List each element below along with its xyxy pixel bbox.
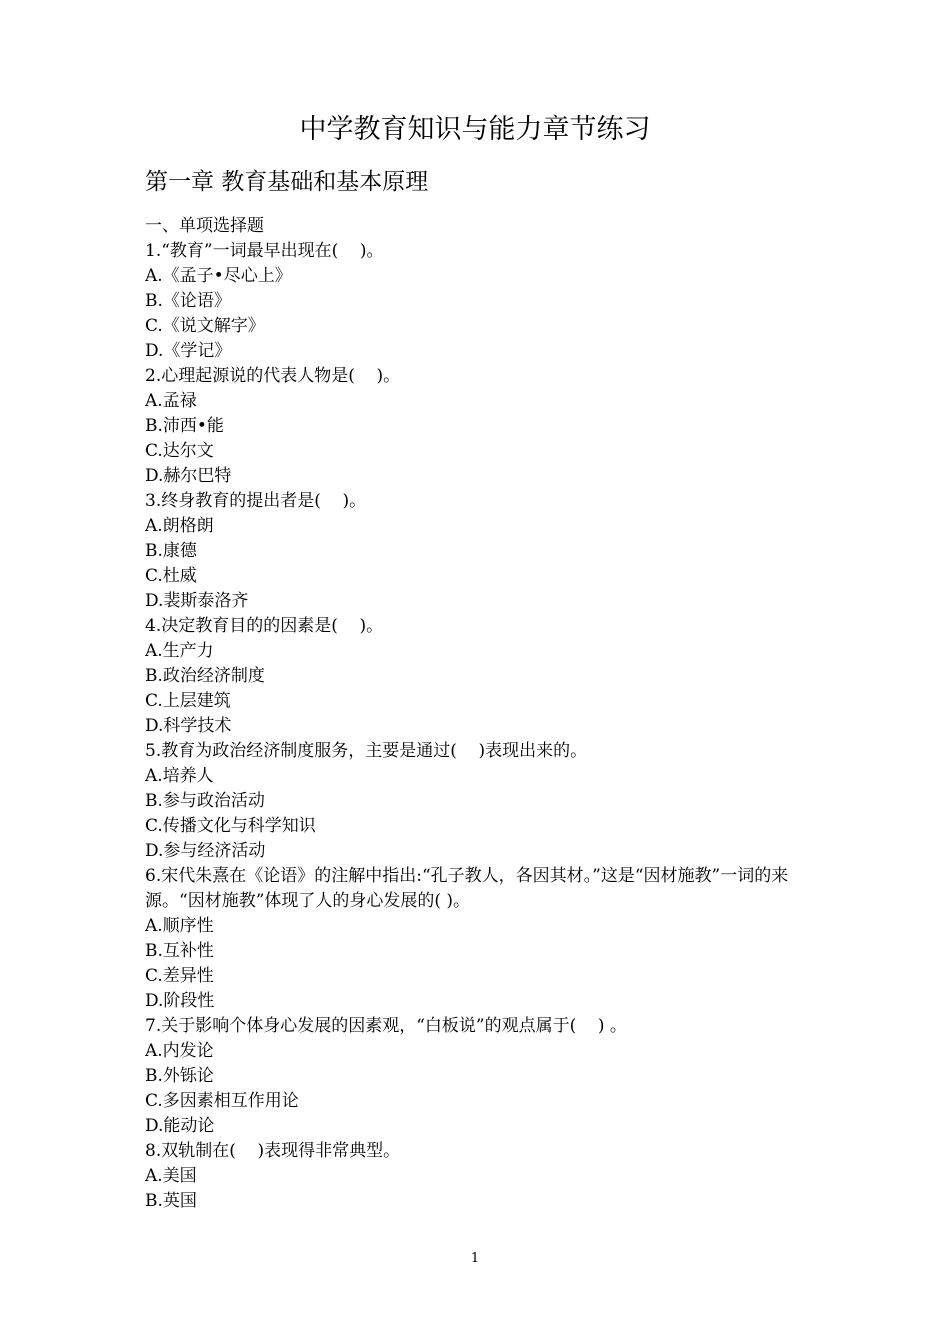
option: A.孟禄 bbox=[145, 391, 197, 411]
question bbox=[145, 1014, 825, 1139]
option: C.达尔文 bbox=[145, 441, 214, 461]
option: A.《孟子•尽心上》 bbox=[145, 266, 292, 286]
question bbox=[145, 239, 825, 364]
option: D.阶段性 bbox=[145, 991, 215, 1011]
option: A.培养人 bbox=[145, 766, 214, 786]
option: D.赫尔巴特 bbox=[145, 466, 232, 486]
option: B.《论语》 bbox=[145, 291, 231, 311]
question bbox=[145, 1139, 825, 1214]
page-number: 1 bbox=[470, 1251, 480, 1266]
question-stem: 3.终身教育的提出者是( )。 bbox=[145, 491, 367, 511]
option: A.美国 bbox=[145, 1166, 197, 1186]
option: D.能动论 bbox=[145, 1116, 215, 1136]
option: A.生产力 bbox=[145, 641, 214, 661]
option: B.互补性 bbox=[145, 941, 214, 961]
option: C.杜威 bbox=[145, 566, 197, 586]
option: C.《说文解字》 bbox=[145, 316, 265, 336]
option: B.外铄论 bbox=[145, 1066, 214, 1086]
chapter-heading: 第一章 教育基础和基本原理 bbox=[145, 169, 429, 195]
question bbox=[145, 614, 825, 739]
option: B.政治经济制度 bbox=[145, 666, 265, 686]
option: C.传播文化与科学知识 bbox=[145, 816, 316, 836]
question-stem: 7.关于影响个体身心发展的因素观，“白板说”的观点属于( ) 。 bbox=[145, 1016, 627, 1036]
question-stem: 1.“教育”一词最早出现在( )。 bbox=[145, 241, 384, 261]
document-title: 中学教育知识与能力章节练习 bbox=[299, 114, 651, 145]
question bbox=[145, 489, 825, 614]
option: C.差异性 bbox=[145, 966, 214, 986]
question-stem: 2.心理起源说的代表人物是( )。 bbox=[145, 366, 401, 386]
option: C.上层建筑 bbox=[145, 691, 231, 711]
option: A.朗格朗 bbox=[145, 516, 214, 536]
question bbox=[145, 364, 825, 489]
question-list bbox=[145, 214, 825, 1214]
question-stem: 8.双轨制在( )表现得非常典型。 bbox=[145, 1141, 401, 1161]
option: D.《学记》 bbox=[145, 341, 232, 361]
question-stem: 5.教育为政治经济制度服务，主要是通过( )表现出来的。 bbox=[145, 741, 588, 761]
question-stem: 6.宋代朱熹在《论语》的注解中指出:“孔子教人，各因其材。”这是“因材施教”一词的来源。“因材施教”体现了人的身心发展的( )。 bbox=[145, 866, 789, 911]
option: A.顺序性 bbox=[145, 916, 214, 936]
question-stem: 4.决定教育目的的因素是( )。 bbox=[145, 616, 384, 636]
option: D.裴斯泰洛齐 bbox=[145, 591, 249, 611]
option: D.科学技术 bbox=[145, 716, 232, 736]
option: B.沛西•能 bbox=[145, 416, 224, 436]
option: B.参与政治活动 bbox=[145, 791, 265, 811]
question bbox=[145, 864, 825, 1014]
option: D.参与经济活动 bbox=[145, 841, 266, 861]
option: B.英国 bbox=[145, 1191, 197, 1211]
option: C.多因素相互作用论 bbox=[145, 1091, 299, 1111]
option: B.康德 bbox=[145, 541, 197, 561]
option: A.内发论 bbox=[145, 1041, 214, 1061]
question bbox=[145, 739, 825, 864]
section-heading: 一、单项选择题 bbox=[145, 216, 264, 236]
